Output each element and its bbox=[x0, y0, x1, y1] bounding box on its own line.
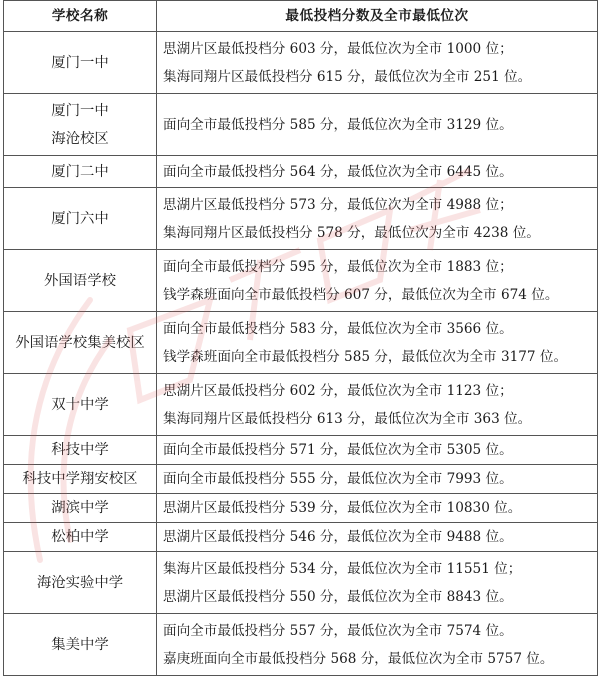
school-name-line: 集美中学 bbox=[51, 636, 109, 653]
table-row bbox=[4, 374, 598, 436]
score-cell bbox=[157, 32, 598, 94]
school-name-line: 湖滨中学 bbox=[51, 500, 109, 516]
table-row bbox=[4, 523, 598, 552]
school-cell bbox=[4, 32, 157, 94]
score-line: 面向全市最低投档分 555 分，最低位次为全市 7993 位。 bbox=[163, 471, 513, 487]
header-min-score-rank: 最低投档分数及全市最低位次 bbox=[157, 1, 598, 32]
header-school-name: 学校名称 bbox=[4, 1, 157, 32]
score-cell bbox=[157, 156, 598, 188]
score-cell bbox=[157, 312, 598, 374]
table-row bbox=[4, 32, 598, 94]
score-line: 集海同翔片区最低投档分 578 分，最低位次为全市 4238 位。 bbox=[163, 224, 540, 241]
school-cell bbox=[4, 552, 157, 614]
school-cell bbox=[4, 188, 157, 250]
score-line: 钱学森班面向全市最低投档分 585 分，最低位次为全市 3177 位。 bbox=[163, 348, 568, 365]
score-cell bbox=[157, 374, 598, 436]
score-line: 面向全市最低投档分 557 分，最低位次为全市 7574 位。 bbox=[163, 622, 513, 639]
score-line: 面向全市最低投档分 583 分，最低位次为全市 3566 位。 bbox=[163, 320, 513, 337]
table-row bbox=[4, 156, 598, 188]
score-line: 思湖片区最低投档分 550 分，最低位次为全市 8843 位。 bbox=[163, 588, 513, 605]
score-line: 思湖片区最低投档分 546 分，最低位次为全市 9488 位。 bbox=[163, 529, 513, 545]
school-name-line: 外国语学校 bbox=[44, 272, 116, 289]
table-row bbox=[4, 614, 598, 676]
table-header-row bbox=[4, 1, 598, 32]
score-cell bbox=[157, 523, 598, 552]
school-cell bbox=[4, 523, 157, 552]
school-cell bbox=[4, 465, 157, 494]
score-cell bbox=[157, 614, 598, 676]
table-row bbox=[4, 188, 598, 250]
table-row bbox=[4, 94, 598, 156]
score-line: 面向全市最低投档分 564 分，最低位次为全市 6445 位。 bbox=[163, 163, 513, 180]
school-cell bbox=[4, 156, 157, 188]
score-line: 集海片区最低投档分 534 分，最低位次为全市 11551 位； bbox=[163, 560, 522, 577]
school-cell bbox=[4, 374, 157, 436]
score-line: 嘉庚班面向全市最低投档分 568 分，最低位次为全市 5757 位。 bbox=[163, 650, 554, 667]
score-line: 集海同翔片区最低投档分 613 分，最低位次为全市 363 位。 bbox=[163, 410, 532, 427]
score-line: 面向全市最低投档分 595 分，最低位次为全市 1883 位； bbox=[163, 258, 513, 275]
school-name-line: 双十中学 bbox=[51, 396, 109, 413]
school-cell bbox=[4, 614, 157, 676]
score-line: 思湖片区最低投档分 603 分，最低位次为全市 1000 位； bbox=[163, 40, 513, 57]
score-line: 思湖片区最低投档分 573 分，最低位次为全市 4988 位； bbox=[163, 196, 513, 213]
school-name-line: 厦门一中 bbox=[51, 102, 109, 119]
school-cell bbox=[4, 312, 157, 374]
table-row bbox=[4, 436, 598, 465]
score-cell bbox=[157, 94, 598, 156]
table-row bbox=[4, 494, 598, 523]
admission-score-table bbox=[3, 0, 597, 676]
table-row bbox=[4, 465, 598, 494]
school-name-line: 厦门六中 bbox=[51, 210, 109, 227]
school-name-line: 厦门一中 bbox=[51, 54, 109, 71]
school-name-line: 厦门二中 bbox=[51, 163, 109, 180]
school-name-line: 海沧实验中学 bbox=[36, 574, 124, 591]
score-line: 钱学森班面向全市最低投档分 607 分，最低位次为全市 674 位。 bbox=[163, 286, 559, 303]
score-cell bbox=[157, 552, 598, 614]
school-name-line: 海沧校区 bbox=[51, 130, 109, 147]
score-cell bbox=[157, 465, 598, 494]
school-name-line: 外国语学校集美校区 bbox=[15, 334, 145, 351]
school-cell bbox=[4, 94, 157, 156]
score-cell bbox=[157, 250, 598, 312]
table-row bbox=[4, 552, 598, 614]
score-line: 集海同翔片区最低投档分 615 分，最低位次为全市 251 位。 bbox=[163, 68, 532, 85]
school-cell bbox=[4, 250, 157, 312]
score-cell bbox=[157, 188, 598, 250]
score-cell bbox=[157, 436, 598, 465]
table-row bbox=[4, 312, 598, 374]
school-cell bbox=[4, 436, 157, 465]
score-line: 思湖片区最低投档分 602 分，最低位次为全市 1123 位； bbox=[163, 382, 513, 399]
score-line: 面向全市最低投档分 571 分，最低位次为全市 5305 位。 bbox=[163, 442, 513, 458]
school-name-line: 科技中学 bbox=[51, 442, 109, 458]
table-row bbox=[4, 250, 598, 312]
score-line: 思湖片区最低投档分 539 分，最低位次为全市 10830 位。 bbox=[163, 500, 522, 516]
score-table bbox=[3, 0, 598, 676]
school-name-line: 科技中学翔安校区 bbox=[22, 471, 138, 487]
score-line: 面向全市最低投档分 585 分，最低位次为全市 3129 位。 bbox=[163, 116, 513, 133]
score-cell bbox=[157, 494, 598, 523]
school-name-line: 松柏中学 bbox=[51, 529, 109, 545]
school-cell bbox=[4, 494, 157, 523]
